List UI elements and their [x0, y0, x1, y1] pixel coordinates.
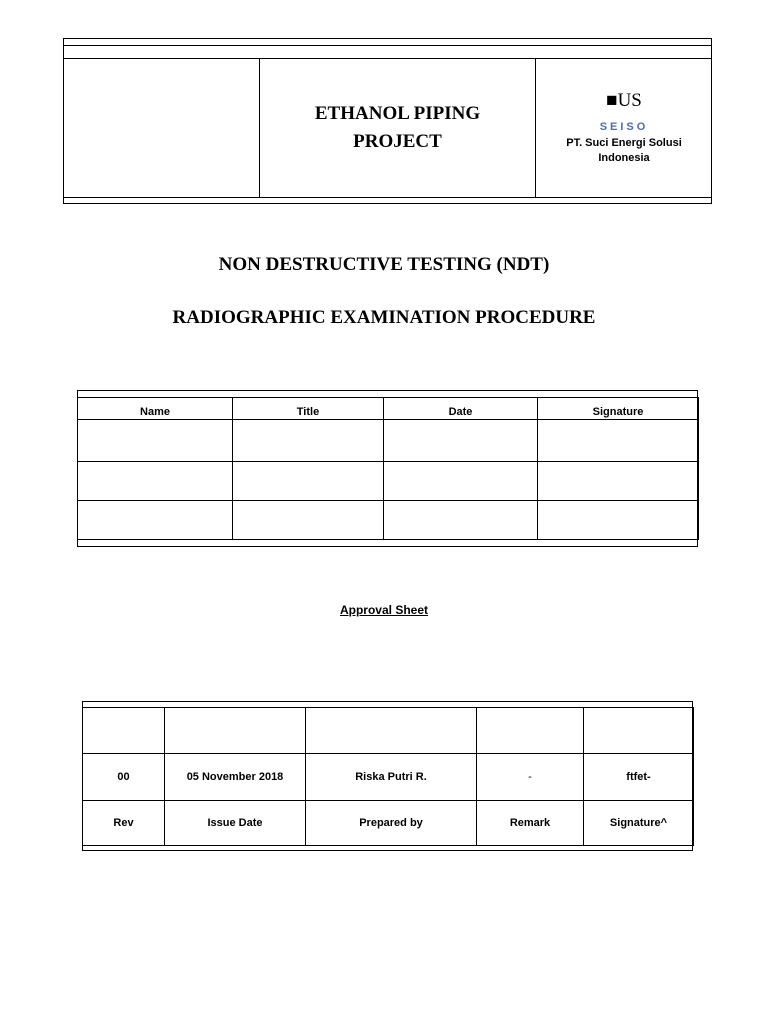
table-cell [78, 462, 233, 501]
column-header-signature: Signature [538, 398, 699, 420]
issue-date-label: Issue Date [165, 801, 306, 846]
rev-label: Rev [83, 801, 165, 846]
revision-row [83, 754, 694, 801]
table-row [83, 708, 694, 754]
table-row [78, 462, 699, 501]
remark-value: - [477, 754, 584, 801]
signature-table [77, 397, 699, 540]
table-cell [584, 708, 694, 754]
table-cell [538, 501, 699, 540]
remark-label: Remark [477, 801, 584, 846]
table-cell [384, 501, 538, 540]
rev-value: 00 [83, 754, 165, 801]
table-cell [83, 708, 165, 754]
project-title [260, 100, 535, 156]
table-cell [78, 501, 233, 540]
table-cell [165, 708, 306, 754]
document-title: NON DESTRUCTIVE TESTING (NDT) [218, 254, 550, 275]
document-subtitle: RADIOGRAPHIC EXAMINATION PROCEDURE [172, 307, 596, 328]
table-row [78, 420, 699, 462]
revision-labels-row [83, 801, 694, 846]
column-header-name: Name [78, 398, 233, 420]
company-name-line2: Indonesia [598, 152, 650, 164]
company-name [545, 136, 703, 166]
project-title-line2: PROJECT [353, 131, 442, 152]
table-cell [477, 708, 584, 754]
table-cell [538, 420, 699, 462]
table-cell [306, 708, 477, 754]
company-logo-mark: ■US [606, 90, 642, 111]
table-cell [78, 420, 233, 462]
company-name-line1: PT. Suci Energi Solusi [566, 137, 682, 149]
table-cell [384, 462, 538, 501]
column-header-date: Date [384, 398, 538, 420]
signature-label: Signature^ [584, 801, 694, 846]
table-cell [233, 420, 384, 462]
table-cell [233, 501, 384, 540]
revision-table [82, 707, 694, 846]
table-row [78, 501, 699, 540]
prepared-by-label: Prepared by [306, 801, 477, 846]
header-divider [63, 45, 712, 46]
signature-table-header [78, 398, 699, 420]
company-logo-text: SEISO [599, 121, 649, 133]
approval-sheet-label: Approval Sheet [339, 603, 429, 617]
project-title-line1: ETHANOL PIPING [314, 103, 481, 124]
prepared-by-value: Riska Putri R. [306, 754, 477, 801]
column-header-title: Title [233, 398, 384, 420]
signature-value: ftfet- [584, 754, 694, 801]
table-cell [384, 420, 538, 462]
table-cell [538, 462, 699, 501]
table-cell [233, 462, 384, 501]
issue-date-value: 05 November 2018 [165, 754, 306, 801]
